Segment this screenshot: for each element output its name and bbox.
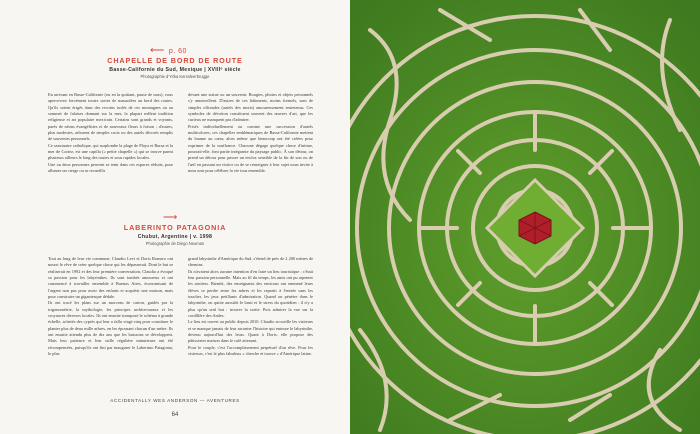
entry-subtitle-laberinto: Chubut, Argentine | v. 1998: [137, 234, 213, 240]
text-column-3: [48, 256, 173, 358]
maze-aerial-photo: [350, 0, 700, 434]
photo-credit-chapelle: Photographie d'Yirka Kerssleerbrugge: [140, 74, 210, 79]
running-footer: ACCIDENTALLY WES ANDERSON — AVENTURES: [110, 398, 240, 403]
right-page-photo: [350, 0, 700, 434]
entry-subtitle-chapelle: Basse-Californie du Sud, Mexique | XVIIIᵉ siècle: [109, 67, 241, 73]
arrow-left-icon: ⟵: [150, 45, 165, 56]
page-number: 64: [171, 412, 179, 418]
photo-credit-laberinto: Photographie de Diego Neuman: [145, 241, 205, 246]
page-reference: [150, 45, 187, 56]
body-text: En arrivant en Basse-Californie (ou en la quittant, pause de sous), vous apercevrez forcément toutes sortes de mausolées au bord des routes. Qu'ils soient érigés dans des recoins isolés de ces montagnes ou au sommet de falaises donnant sur la mer, la plupart mêlent tradition religieuse et art populaire mexicain. Certains sont grands et voyants, parés de néons évangélistes et de nouveaux fleurs à foison ; d'autres, plus modestes, arborent de simples croix ou des autels décorés remplis de souvenirs personnels. Ce sanctuaire catholique, qui surplombe la plage de Playa et Bursa et la mer de Cortez, est une capilla (« petite chapelle ») qui se trouve parmi plusieurs ailleurs le long des routes et sous rapides locales. Une ou deux personnes peuvent se tenir dans ces espaces réduits, pour allumer un cierge ou se recueillir: [48, 92, 173, 174]
arrow-right-icon: ⟶: [163, 212, 178, 223]
text-column-2: [188, 92, 313, 174]
page-ref-label: p. 60: [168, 48, 187, 55]
body-text: devant une statue ou un souvenir. Bougies, photos et objets personnels s'y amoncellent. D'autres de ces bâtiments, moins formels, sont de simples offrandes (autels des morts) amoureusement entretenus. Ces symboles de dévotion constituent souvent des œuvres d'art, que les curieux ne manquent pas d'admirer. Prisés individuellement ou comme une succession d'autels multicolores, ces chapelles emblématiques de Basse-Californie mettent du baume au cœur, alors même que beaucoup ont été créées pour exprimer de la souffrance. Chacune dégage quelque chose d'intime, pourrait-elle, font partie intégrante du paysage public. À son détour, on prend un détour pour passer un enclos sensible de la fin de son ou de l'œil en passant un visitor ou de se renseigner à leur sujet nous invite à nous unir pour célébrer la vie tous ensemble.: [188, 92, 313, 174]
body-text: grand labyrinthe d'Amérique du Sud, s'étend de près de 2 200 mètres de chemins. Ils n'avaient alors aucune intention d'en faire un lieu touristique ; c'était leur passion personnelle. Mais au fil du temps, les amis ont pu arpenter les sentiers. Bientôt, des enseignants des environs ont emmené leurs élèves se perdre entre les arbres et les repartir à l'entrée sans les toucher, les jeux petillants d'admiration. Quand on pénètre dans le labyrinthe, on quitte aussitôt le bruit et le stress du quotidien : il n'y a plus qu'un seul but : trouver la sortie. Puis admirer la vue sur la cordillère des Andes. Le lieu est ouvert au public depuis 2010. Claudio accueille les visiteurs et se manque jamais de leur raconter l'histoire qui entoure le labyrinthe, devenu aujourd'hui des leurs. Quant à Doris, elle propose des pâtisseries maison dans le café attenant. Pour le couple, c'est l'accomplissement perpétuel d'un rêve. Pour les visiteurs, c'est le plus fabuleux « cherche et trouve » d'Amérique latine.: [188, 256, 313, 357]
text-column-1: [48, 92, 173, 174]
entry-title-chapelle: CHAPELLE DE BORD DE ROUTE: [107, 56, 243, 65]
text-column-4: [188, 256, 313, 358]
body-text: Tout au long de leur vie commune, Claudio Levi et Doris Romero ont nourri le rêve de créer quelque chose qui les dépasserait. Dont le but se réaliserait en 1992 et des leur première conversation, Claudio a évoqué sa passion pour les labyrinthes. Ils sont tombés amoureux et ont commencé à travailler ensemble à Buenos Aires, économisant de l'argent non pas pour avoir des enfants et acquérir une maison, mais pour construire un gigantesque dédale. Ils ont tracé les plans sur un morceau de carton, guidés par la trigonométrie, la mythologie, les principes architecturaux et les croyances diverses locales. Ils ont ensuite transposé le schéma à grande échelle, achetés des cyprès qui leur a fallu vingt-cinq pour constituer le planter plus de deux mille arbres, en les épousant chacun d'un mètre. Ils ont ensuite attendu plus de dix ans que les buissons se développent. Mais leur patience et leur taille régulière minutieuse ont été récompensées, puisqu'ils ont fini par inaugurer le Laberinto Patagonia, le plus: [48, 256, 173, 357]
entry-title-laberinto: LABERINTO PATAGONIA: [123, 223, 227, 232]
